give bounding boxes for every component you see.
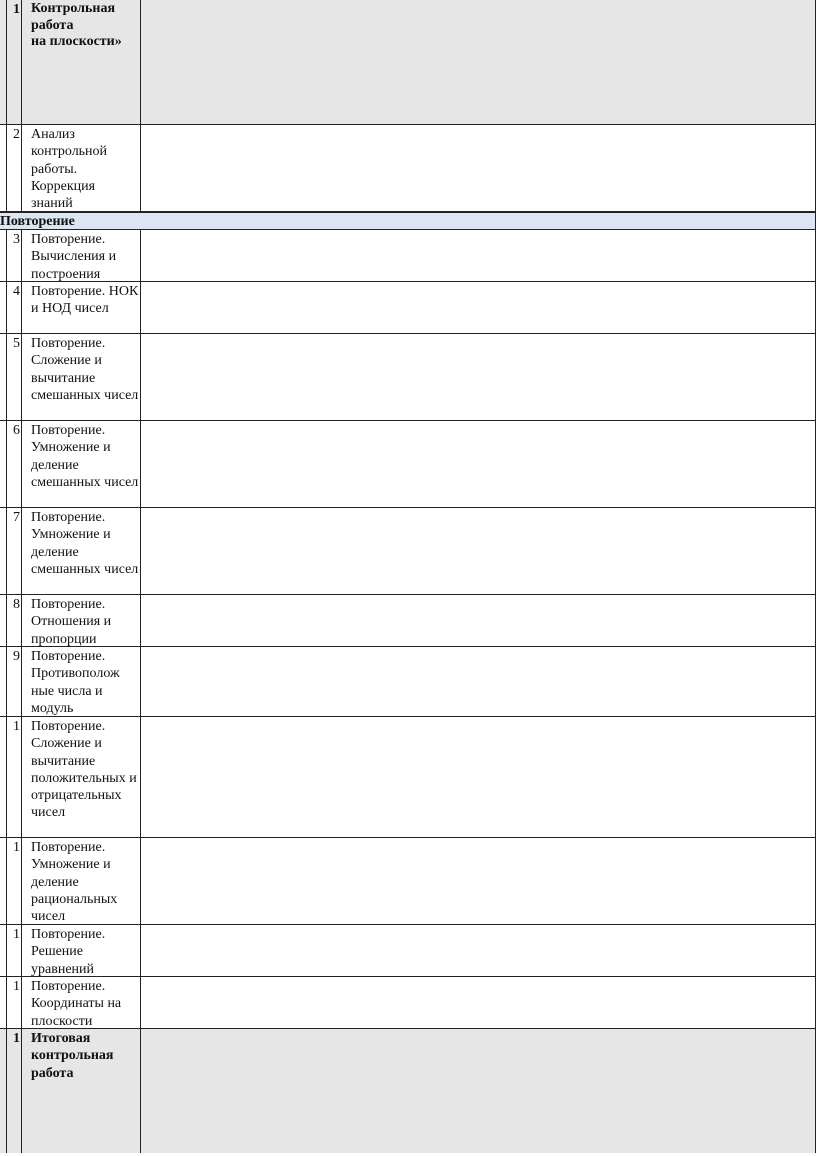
- lesson-topic: Повторение. Отношения и пропорции: [23, 595, 141, 646]
- table-row: [0, 0, 816, 125]
- empty-cell: [142, 0, 816, 124]
- lesson-topic: Повторение. НОК и НОД чисел: [23, 282, 141, 333]
- lesson-topic: Анализ контрольной работы. Коррекция знаний: [23, 125, 141, 211]
- table-row: [0, 595, 816, 647]
- lesson-topic: Повторение. Координаты на плоскости: [23, 977, 141, 1028]
- lesson-topic: Повторение. Решение уравнений: [23, 925, 141, 976]
- lesson-number: 1: [7, 838, 22, 924]
- table-row: [0, 977, 816, 1029]
- table-row: [0, 334, 816, 421]
- lesson-number: 1: [7, 977, 22, 1028]
- table-row: [0, 125, 816, 212]
- lesson-number: 9: [7, 647, 22, 716]
- section-header: [0, 212, 816, 230]
- lesson-number: 1: [7, 0, 22, 124]
- table-row: [0, 838, 816, 925]
- lesson-number: 5: [7, 334, 22, 420]
- table-row: [0, 647, 816, 717]
- lesson-number: 7: [7, 508, 22, 594]
- table-row-final: [0, 1029, 816, 1153]
- empty-cell: [0, 0, 7, 124]
- lesson-topic: Повторение. Сложение и вычитание положительных и отрицательных чисел: [23, 717, 141, 837]
- lesson-topic: Повторение. Вычисления и построения: [23, 230, 141, 281]
- lesson-number: 4: [7, 282, 22, 333]
- lesson-number: 3: [7, 230, 22, 281]
- lesson-topic: Итоговая контрольная работа: [23, 1029, 141, 1153]
- lesson-topic: Повторение. Умножение и деление смешанных чисел: [23, 508, 141, 594]
- lesson-topic: Повторение. Умножение и деление смешанных чисел: [23, 421, 141, 507]
- lesson-topic: Повторение. Сложение и вычитание смешанных чисел: [23, 334, 141, 420]
- table-row: [0, 717, 816, 838]
- lesson-number: 1: [7, 717, 22, 837]
- lesson-number: 1: [7, 1029, 22, 1153]
- table-row: [0, 230, 816, 282]
- table-row: [0, 925, 816, 977]
- lesson-topic: Контрольная работа на плоскости»: [23, 0, 141, 124]
- table-row: [0, 508, 816, 595]
- lesson-topic: Повторение. Противополож ные числа и модуль: [23, 647, 141, 716]
- lesson-number: 8: [7, 595, 22, 646]
- lesson-number: 1: [7, 925, 22, 976]
- lesson-number: 6: [7, 421, 22, 507]
- table-row: [0, 282, 816, 334]
- lesson-number: 2: [7, 125, 22, 211]
- section-title: Повторение: [0, 214, 75, 229]
- table-row: [0, 421, 816, 508]
- lesson-topic: Повторение. Умножение и деление рациональных чисел: [23, 838, 141, 924]
- repeat-rows: [0, 230, 816, 1029]
